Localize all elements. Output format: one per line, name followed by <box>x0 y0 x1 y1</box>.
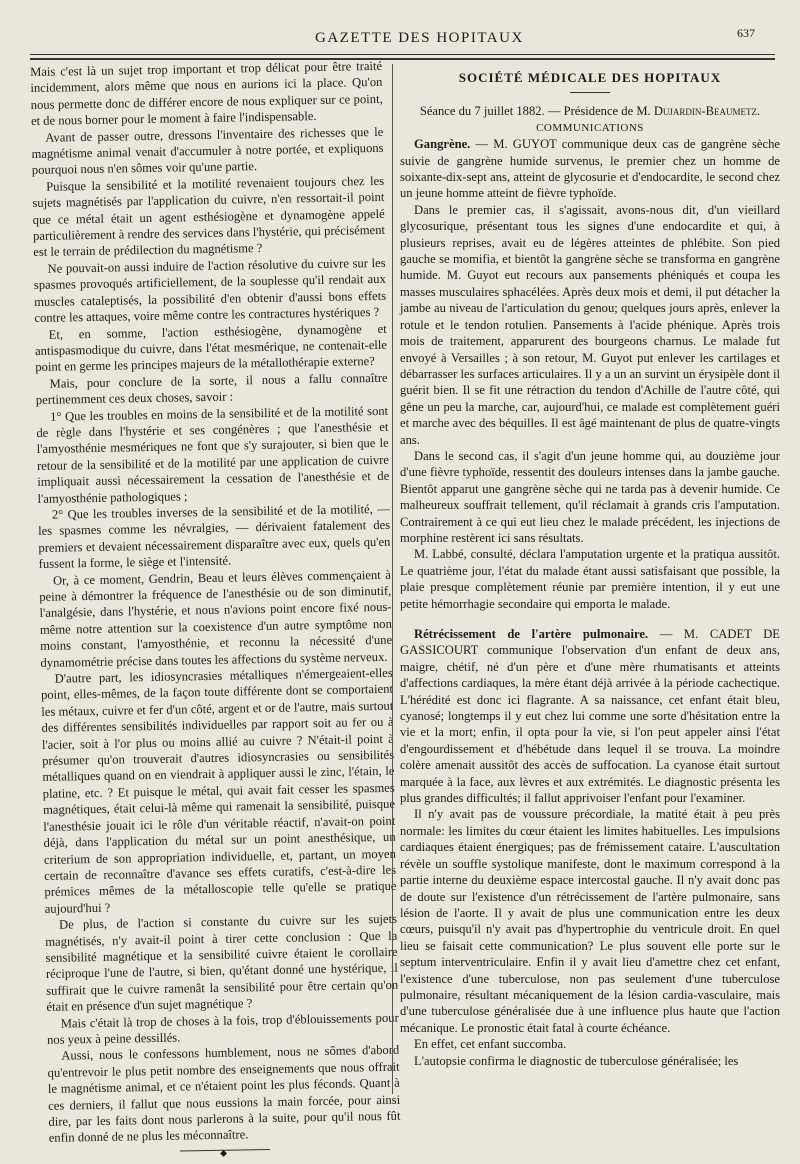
left-paragraph: Mais, pour conclure de la sorte, il nous a fallu connaître pertinemment ces deux choses, savoir : <box>35 370 388 408</box>
left-paragraph: D'autre part, les idiosyncrasies métalliques n'émergeaient-elles point, elles-mêmes, de la façon toute différente dont se comportaient les métaux, cuivre et fer d'un côté, argent et or de l'autre, mais surtout des différentes sensibilités individuelles par rapport soit au fer ou à l'acier, soit à l'or plus ou moins allié au cuivre ? N'était-il point à présumer qu'on trouverait d'autres idiosyncrasies ou sensibilités métalliques quand on en viendrait à appliquer aussi le zinc, l'étain, le platine, etc. ? Et puisque le métal, qui avait fait cesser les spasmes magnétiques, était celui-là même qui ramenait la sensibilité, puisque l'anesthésie jouait ici le rôle d'un véritable réactif, n'avait-on point déjà, dans l'application du métal sur un point anesthésique, un criterium de son appropriation individuelle, et, partant, un moyen certain de reconnaître d'avance ses effets curatifs, c'est-à-dire les prémices mêmes de la métalloscopie telle qu'elle se pratique aujourd'hui ? <box>40 665 397 916</box>
left-paragraph: Ne pouvait-on aussi induire de l'action résolutive du cuivre sur les spasmes provoqués artificiellement, de la souplesse qu'il rendait aux muscles cataleptisés, la possibilité d'en obtenir d'aussi bons effets contre les attaques, voire même contre les contractures hystériques ? <box>33 255 387 326</box>
left-column <box>30 58 401 1158</box>
left-paragraph: 2° Que les troubles inverses de la sensibilité et de la motilité, — les spasmes comme les névralgies, — dérivaient fatalement des premiers et devaient nécessairement disparaître avec eux, quels qu'en fussent la forme, le siège et l'intensité. <box>38 501 391 572</box>
page-header <box>30 26 775 50</box>
left-paragraph: Mais c'était là trop de choses à la fois, trop d'éblouissements pour nos yeux à peine dessillés. <box>46 1010 399 1047</box>
left-paragraph: De plus, de l'action si constante du cuivre sur les sujets magnétisés, n'y avait-il point à tirer cette conclusion : Que la sensibilité magnétique et la sensibilité cuivre étaient le corollaire réciproque l'une de l'autre, si bien, qu'étant donné une hystérique, il suffirait que le cuivre ramenât la sensibilité pour être certain qu'on était en présence d'un sujet magnétique ? <box>45 911 399 1015</box>
page-number: 637 <box>737 26 755 40</box>
header-rule <box>30 54 775 55</box>
article-gangrene-lead <box>400 136 780 202</box>
left-paragraph: Or, à ce moment, Gendrin, Beau et leurs élèves commençaient à peine à démontrer la fréquence de l'anesthésie ou de son diminutif, l'analgésie, dans l'hystérie, et nous n'avions point encore fixé nous-même notre attention sur la coexistence d'un autre symptôme non moins constant, l'amyosthénie, et reconnu la nécessité d'une dynamométrie précise dans toutes les affections du système nerveux. <box>39 567 393 670</box>
seance-text: Séance du 7 juillet 1882. — Présidence de M. <box>419 104 654 119</box>
right-paragraph: En effet, cet enfant succomba. <box>414 1037 567 1052</box>
article-lead-text: — M. GUYOT communique deux cas de gangrène sèche suivie de gangrène humide survenus, le premier chez un homme de soixante-dix-sept ans, atteint de glycosurie et d'endocardite, le second chez un jeune homme atteint de fièvre typhoïde. <box>400 137 780 201</box>
article-lead-text: — M. CADET DE GASSICOURT communique l'observation d'un enfant de deux ans, maigre, chétif, né d'un père et d'une mère rhumatisants et atteints d'affections cardiaques, la mère étant déjà arrivée à la période cachectique. L'hérédité est donc ici flagrante. A sa naissance, cet enfant était bleu, cyanosé; longtemps il y eut chez lui comme une sorte d'hésitation entre la vie et la mort; enfin, il opta pour la vie, si l'on peut appeler ainsi l'état d'engourdissement et d'hébétude dans lequel il se trouva. La moindre colère amenait aussitôt des accès de suffocation. La cyanose était surtout marquée à la face, aux lèvres et aux extrémités. Le diagnostic présenta les plus grandes difficultés; il fallut apprivoiser l'enfant pour l'examiner. <box>400 627 781 806</box>
column-divider <box>392 64 393 1094</box>
left-paragraph: Aussi, nous le confessons humblement, nous ne sômes d'abord qu'entrevoir le plus petit nombre des enseignements que nous offrait le magnétisme animal, et ce n'étaient point les plus féconds. Quant à ces derniers, il fallut que nous eussions la main forcée, pour ainsi dire, par les faits dont nous parlerons à la suite, pour qu'il nous fût enfin donné de ne plus les méconnaître. <box>47 1043 401 1146</box>
article-retrecissement-lead <box>400 626 780 806</box>
seance-president: Dujardin-Beaumetz. <box>653 104 761 119</box>
journal-title: GAZETTE DES HOPITAUX <box>315 30 524 46</box>
right-paragraph: M. Labbé, consulté, déclara l'amputation urgente et la pratiqua aussitôt. Le quatrième jour, l'état du malade étant aussi satisfaisant que possible, la plaie presque complètement réunie par première intention, il y eut une petite hémorrhagie secondaire qui emporta le malade. <box>400 547 780 611</box>
communications-heading: COMMUNICATIONS <box>536 121 644 134</box>
right-paragraph: L'autopsie confirma le diagnostic de tuberculose généralisée; les <box>414 1053 739 1068</box>
left-paragraph: Mais c'est là un sujet trop important et trop délicat pour être traité incidemment, alors même que nous en aurions ici la place. Qu'on nous permette donc de différer encore de nous expliquer sur ce point, et de nous borner pour le moment à faire l'indispensable. <box>30 58 383 129</box>
section-rule <box>570 92 610 93</box>
left-paragraph: Puisque la sensibilité et la motilité revenaient toujours chez les sujets magnétisés par l'application du cuivre, n'en ressortait-il point que ce métal était un agent esthésiogène et dynamogène appelé particulièrement à rendre des services dans l'hystérie, qui précisément est le terrain de prédilection du magnétisme ? <box>32 173 386 260</box>
right-paragraph: Dans le second cas, il s'agit d'un jeune homme qui, au douzième jour d'une fièvre typhoïde, ressentit des douleurs intenses dans la jambe gauche. Bientôt apparut une gangrène sèche qui ne tarda pas à devenir humide. Ce malheureux souffrait tellement, qu'il réclamait à grands cris l'amputation. Contrairement à ce qui eut lieu chez le malade précédent, les injections de morphine restèrent ici sans résultats. <box>400 448 780 545</box>
article-title: Gangrène. <box>414 137 471 152</box>
right-column <box>400 70 780 1069</box>
article-title: Rétrécissement de l'artère pulmonaire. <box>414 627 649 641</box>
end-ornament: ◆ <box>180 1149 270 1152</box>
header-double-rule <box>30 58 775 60</box>
section-title: SOCIÉTÉ MÉDICALE DES HOPITAUX <box>458 70 722 85</box>
left-paragraph: Et, en somme, l'action esthésiogène, dynamogène et antispasmodique du cuivre, dans l'état mesmérique, ne contenait-elle point en germe les principes majeurs de la métallothérapie externe? <box>34 321 388 375</box>
right-paragraph: Il n'y avait pas de voussure précordiale, la matité était à peu près normale: les limites du cœur étaient les limites habituelles. Les impulsions cardiaques étaient énergiques; pas de frémissement cataire. L'auscultation révèle un souffle systolique manifeste, dont le maximum correspond à la partie interne du deuxième espace intercostal gauche. Il n'y avait donc pas de doute sur l'existence d'un rétrécissement de l'artère pulmonaire, sans lésion de l'aorte. Il y avait de plus une communication entre les deux cœurs, puisqu'il n'y avait pas d'hypertrophie du ventricule droit. En quel lieu se faisait cette communication? Le plus souvent elle porte sur le septum interventriculaire. Enfin il y avait lieu d'amettre chez cet enfant, l'existence d'une tuberculose, non pas seulement d'une tuberculose pulmonaire, résultant mécaniquement de la lésion cardia-vasculaire, mais d'une tuberculose généralisée due à une influence plus haute que l'action mécanique. Le pronostic était fatal à courte échéance. <box>400 807 780 1035</box>
right-paragraph: Dans le premier cas, il s'agissait, avons-nous dit, d'un vieillard glycosurique, présentant tous les signes d'une endocardite et qui, à plusieurs reprises, avait eu de légères atteintes de phlébite. Son pied gauche se momifia, et bientôt la gangrène sèche se transforma en gangrène humide. M. Guyot eut recours aux pansements phéniqués et coupa les masses musculaires sphacélées. Après deux mois et demi, il put détacher la jambe au niveau de l'articulation du genou; quelques jours après, enlever la rotule et le tendon rotulien. Pansements à l'acide phénique. Après trois mois de traitement, apparurent des bourgeons charnus. Le malade fut envoyé à Versailles ; à son retour, M. Guyot put enlever les cartilages et débarrasser les surfaces articulaires. Il y a un an survint un érysipèle dont il guérit bien. Il se fit une rétraction du tendon d'Achille de l'autre côté, qui gêne un peu la marche, car, aujourd'hui, ce malade est complètement guéri et marche avec des béquilles. Il est âgé maintenant de plus de quatre-vingts ans. <box>400 202 780 447</box>
left-paragraph: 1° Que les troubles en moins de la sensibilité et de la motilité sont de règle dans l'hystérie et ses congénères ; que l'anesthésie et l'amyosthénie mesmériques ne font que s'y surajouter, si bien que le retour de la sensibilité et de la motilité par une application de cuivre impliquait aussi nécessairement la cessation de l'anesthésie et de l'amyosthénie pathologiques ; <box>36 403 390 506</box>
seance-line <box>400 103 780 119</box>
left-paragraph: Avant de passer outre, dressons l'inventaire des richesses que le magnétisme animal venait d'accumuler à notre portée, et expliquons pourquoi nous n'en sômes voir qu'une partie. <box>31 124 384 178</box>
